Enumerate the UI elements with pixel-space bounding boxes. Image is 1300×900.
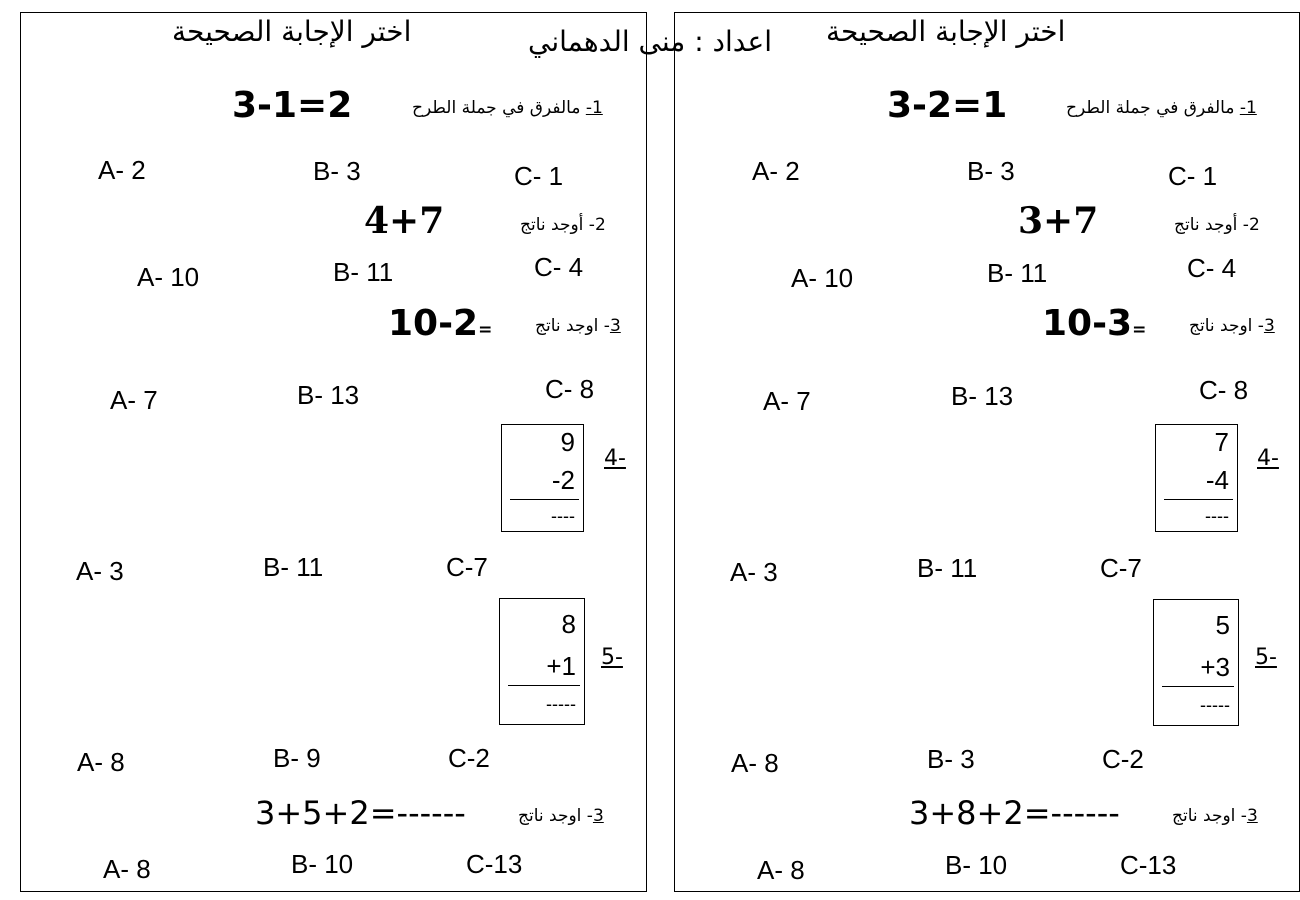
q3-expression-r <box>1042 303 1147 344</box>
q1-option-a[interactable]: A- 2 <box>98 155 146 185</box>
q6-text: - اوجد ناتج <box>518 806 593 826</box>
q6-prompt <box>518 808 604 825</box>
q1-prompt <box>412 100 603 117</box>
q3-number: 3 <box>609 316 621 336</box>
q1-number-r: 1- <box>1239 98 1257 118</box>
q5-answer-line-r <box>1162 686 1234 687</box>
q4-option-b[interactable]: B- 11 <box>263 552 324 582</box>
q5-top-number: 8 <box>561 609 576 639</box>
q2-option-c-r[interactable]: C- 4 <box>1187 253 1237 283</box>
q1-text-r: مالفرق في جملة الطرح <box>1066 98 1240 118</box>
q6-expression-r: 3+8+2=------ <box>909 794 1120 832</box>
q1-number: 1- <box>585 98 603 118</box>
q4-top-number-r: 7 <box>1214 427 1229 457</box>
q5-number: 5- <box>601 645 623 670</box>
q5-vertical-problem-r <box>1153 599 1239 726</box>
q3-expression <box>388 303 493 344</box>
q6-number: 3 <box>592 806 604 826</box>
q4-vertical-problem-r <box>1155 424 1238 532</box>
q4-vertical-problem <box>501 424 584 532</box>
q2-option-a-r[interactable]: A- 10 <box>791 263 854 293</box>
q3-equals: = <box>478 320 493 340</box>
q4-top-number: 9 <box>560 427 575 457</box>
q5-bottom-number-r: +3 <box>1200 652 1230 682</box>
q4-answer-line-r <box>1164 499 1233 500</box>
q6-number-r: 3 <box>1246 806 1258 826</box>
q4-number-r: 4- <box>1257 446 1279 471</box>
worksheet-title-left: اختر الإجابة الصحيحة <box>172 15 412 48</box>
q6-option-b[interactable]: B- 10 <box>291 849 354 879</box>
q3-equals-r: = <box>1132 320 1147 340</box>
q5-vertical-problem <box>499 598 585 725</box>
q4-option-b-r[interactable]: B- 11 <box>917 553 978 583</box>
q3-option-b[interactable]: B- 13 <box>297 380 360 410</box>
q1-expression-r: 3-2=1 <box>887 85 1008 126</box>
q2-option-c[interactable]: C- 4 <box>534 252 584 282</box>
q5-option-a-r[interactable]: A- 8 <box>731 748 779 778</box>
q3-text-r: - اوجد ناتج <box>1189 316 1264 336</box>
q3-option-a[interactable]: A- 7 <box>110 385 158 415</box>
q5-top-number-r: 5 <box>1215 610 1230 640</box>
q1-option-c-r[interactable]: C- 1 <box>1168 161 1218 191</box>
q4-answer-line <box>510 499 579 500</box>
q4-number: 4- <box>604 446 626 471</box>
q1-expression: 3-1=2 <box>232 85 353 126</box>
q6-prompt-r <box>1172 808 1258 825</box>
q1-option-a-r[interactable]: A- 2 <box>752 156 800 186</box>
q3-option-a-r[interactable]: A- 7 <box>763 386 811 416</box>
q5-option-a[interactable]: A- 8 <box>77 747 125 777</box>
q2-prompt: 2- أوجد ناتج <box>520 215 606 235</box>
q2-option-b[interactable]: B- 11 <box>333 257 394 287</box>
q2-prompt-r: 2- أوجد ناتج <box>1174 215 1260 235</box>
q1-prompt-r <box>1066 100 1257 117</box>
q6-text-r: - اوجد ناتج <box>1172 806 1247 826</box>
q5-answer-blank-r[interactable]: ----- <box>1200 695 1230 715</box>
q2-expression: 4+7 <box>364 200 445 242</box>
q6-option-a-r[interactable]: A- 8 <box>757 855 805 885</box>
q3-expression-text: 10-2 <box>388 303 479 344</box>
q3-text: - اوجد ناتج <box>535 316 610 336</box>
q4-bottom-number: -2 <box>551 465 575 495</box>
q4-answer-blank[interactable]: ---- <box>551 506 575 526</box>
q3-option-c[interactable]: C- 8 <box>545 374 595 404</box>
q6-expression: 3+5+2=------ <box>255 794 466 832</box>
q1-option-c[interactable]: C- 1 <box>514 161 564 191</box>
q3-option-c-r[interactable]: C- 8 <box>1199 375 1249 405</box>
q3-prompt <box>535 318 621 335</box>
q6-option-a[interactable]: A- 8 <box>103 854 151 884</box>
q3-expression-text-r: 10-3 <box>1042 303 1133 344</box>
q3-number-r: 3 <box>1263 316 1275 336</box>
q5-bottom-number: +1 <box>546 651 576 681</box>
q2-option-a[interactable]: A- 10 <box>137 262 200 292</box>
q4-option-a-r[interactable]: A- 3 <box>730 557 778 587</box>
q1-option-b[interactable]: B- 3 <box>313 156 361 186</box>
worksheet-title-right: اختر الإجابة الصحيحة <box>826 15 1066 48</box>
q5-option-b[interactable]: B- 9 <box>273 743 321 773</box>
q5-option-b-r[interactable]: B- 3 <box>927 744 975 774</box>
q4-answer-blank-r[interactable]: ---- <box>1205 506 1229 526</box>
q1-text: مالفرق في جملة الطرح <box>412 98 586 118</box>
q4-option-c-r[interactable]: C-7 <box>1100 553 1142 583</box>
q4-bottom-number-r: -4 <box>1205 465 1229 495</box>
q5-option-c[interactable]: C-2 <box>448 743 490 773</box>
q3-prompt-r <box>1189 318 1275 335</box>
author-credit: اعداد : منى الدهماني <box>528 25 772 58</box>
q6-option-c-r[interactable]: C-13 <box>1120 850 1177 880</box>
q5-option-c-r[interactable]: C-2 <box>1102 744 1144 774</box>
q6-option-c[interactable]: C-13 <box>466 849 523 879</box>
q6-option-b-r[interactable]: B- 10 <box>945 850 1008 880</box>
q2-option-b-r[interactable]: B- 11 <box>987 258 1048 288</box>
q5-number-r: 5- <box>1255 645 1277 670</box>
q4-option-c[interactable]: C-7 <box>446 552 488 582</box>
q5-answer-blank[interactable]: ----- <box>546 694 576 714</box>
q2-expression-r: 3+7 <box>1018 200 1099 242</box>
q5-answer-line <box>508 685 580 686</box>
q4-option-a[interactable]: A- 3 <box>76 556 124 586</box>
q3-option-b-r[interactable]: B- 13 <box>951 381 1014 411</box>
q1-option-b-r[interactable]: B- 3 <box>967 156 1015 186</box>
